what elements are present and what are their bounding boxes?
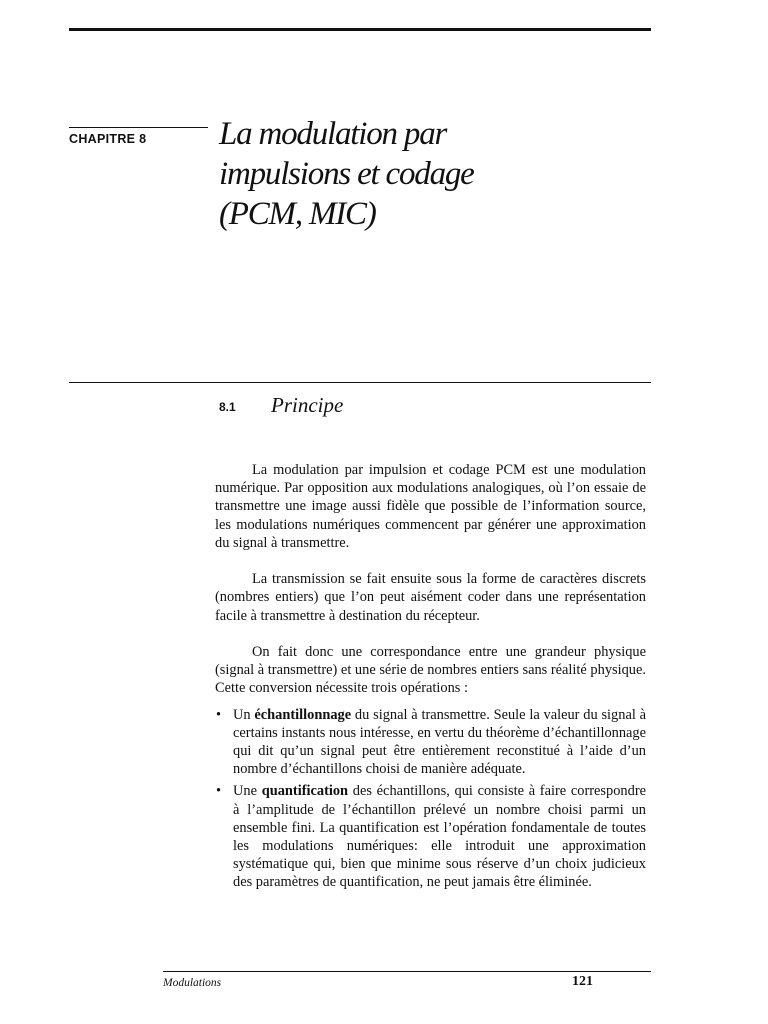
chapter-title xyxy=(219,114,659,234)
section-title: Principe xyxy=(271,393,344,417)
bullet-list xyxy=(215,706,646,892)
paragraph: La transmission se fait ensuite sous la forme de caractères discrets (nombres entiers) que l’on peut aisément coder dans une représentation facile à transmettre à destination du récepteur. xyxy=(215,571,646,624)
list-item-term: quantification xyxy=(261,783,349,800)
bullet-icon: • xyxy=(216,706,222,723)
paragraph: On fait donc une correspondance entre une grandeur physique (signal à transmettre) et une série de nombres entiers sans réalité physique. Cette conversion nécessite trois opérations : xyxy=(215,644,646,697)
list-item-lead: Un xyxy=(233,706,255,723)
paragraph: La modulation par impulsion et codage PCM est une modulation numérique. Par opposition aux modulations analogiques, où l’on essaie de transmettre une image aussi fidèle que possible de l’information source, les modulations numériques commencent par générer une approximation du signal à transmettre. xyxy=(215,462,646,551)
page-number: 121 xyxy=(572,974,593,989)
bullet-icon: • xyxy=(216,783,222,800)
footer-title: Modulations xyxy=(163,977,222,989)
list-item xyxy=(215,706,646,779)
chapter-title-line: (PCM, MIC) xyxy=(219,196,376,232)
body-text xyxy=(215,461,646,896)
section-rule xyxy=(69,382,651,383)
chapter-title-line: impulsions et codage xyxy=(219,156,474,192)
top-rule xyxy=(69,28,651,31)
list-item-text: du signal à transmettre. Seule la valeur du signal à certains instants nous intéresse, en vertu du théorème d’échantillonnage qui dit qu’un signal peut être entièrement reconstitué à l’aide d’un nombre d’échantillons choisi de manière adéquate. xyxy=(233,706,647,778)
list-item xyxy=(215,782,646,891)
list-item-term: échantillonnage xyxy=(254,706,352,723)
section-number: 8.1 xyxy=(219,400,236,414)
chapter-label: CHAPITRE 8 xyxy=(69,132,147,146)
list-item-lead: Une xyxy=(233,783,262,800)
chapter-title-line: La modulation par xyxy=(219,116,447,152)
footer-rule xyxy=(163,971,651,972)
chapter-label-rule xyxy=(69,127,208,128)
list-item-text: des échantillons, qui consiste à faire correspondre à l’amplitude de l’échantillon prélevé un nombre choisi parmi un ensemble fini. La quantification est l’opération fondamentale de toutes les modulations numériques: elle introduit une approximation systématique qui, bien que minime sous réserve d’un choix judicieux des paramètres de quantification, ne peut jamais être éliminée. xyxy=(233,783,646,891)
